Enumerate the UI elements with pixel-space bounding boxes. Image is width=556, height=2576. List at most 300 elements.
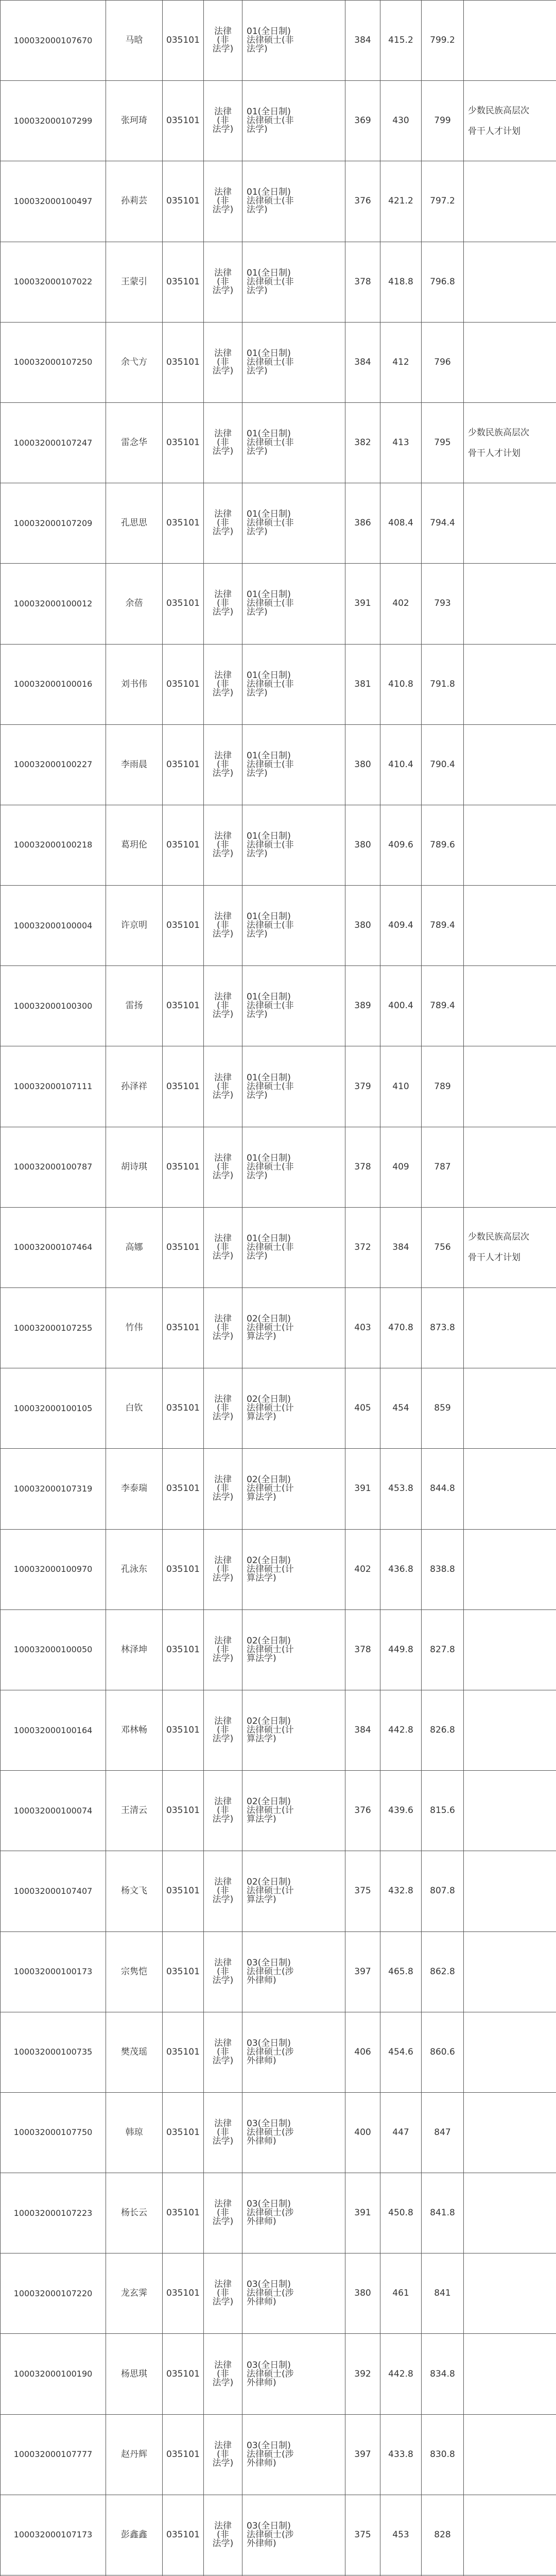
candidate-id-cell xyxy=(1,966,106,1046)
direction-line: 法学) xyxy=(247,1250,268,1261)
major-code: 035101 xyxy=(166,1242,200,1252)
major-name: 法学) xyxy=(212,2055,234,2066)
candidate-name: 许京明 xyxy=(121,920,147,931)
table-row xyxy=(1,1851,556,1931)
initial-score: 382 xyxy=(354,437,371,448)
major-name-cell xyxy=(204,1046,242,1127)
initial-score: 375 xyxy=(354,1886,371,1896)
candidate-id-cell xyxy=(1,2173,106,2253)
major-name: 法学) xyxy=(212,1814,234,1825)
candidate-name-cell xyxy=(106,1288,163,1368)
major-name: 法律 xyxy=(214,1072,232,1083)
remark-cell xyxy=(464,1609,556,1690)
major-name-cell xyxy=(204,805,242,885)
major-cell xyxy=(163,2495,204,2575)
retest-score-cell xyxy=(380,966,422,1046)
remark-cell xyxy=(464,564,556,644)
major-name: 法学) xyxy=(212,2216,234,2227)
candidate-id: 100032000107255 xyxy=(13,1323,93,1333)
major-name: (非 xyxy=(217,2127,229,2138)
candidate-name-cell xyxy=(106,81,163,161)
candidate-id: 100032000100300 xyxy=(13,1001,93,1011)
table-row xyxy=(1,1449,556,1529)
retest-score-cell xyxy=(380,564,422,644)
initial-score-cell xyxy=(345,2334,380,2414)
major-code: 035101 xyxy=(166,679,200,689)
direction-line: 01(全日制) xyxy=(247,107,291,117)
candidate-id: 100032000100164 xyxy=(13,1725,93,1735)
candidate-id: 100032000100173 xyxy=(13,1967,93,1977)
initial-score: 386 xyxy=(354,518,371,529)
initial-score: 403 xyxy=(354,1323,371,1333)
direction-line: 法学) xyxy=(247,768,268,778)
major-name: (非 xyxy=(217,679,229,689)
remark-cell xyxy=(464,1,556,81)
total-score-cell xyxy=(422,1529,464,1609)
direction-line: 算法学) xyxy=(247,1894,276,1905)
major-name: 法律 xyxy=(214,107,232,117)
candidate-id-cell xyxy=(1,1529,106,1609)
candidate-name-cell xyxy=(106,1931,163,2012)
major-name: 法学) xyxy=(212,1412,234,1422)
total-score: 841.8 xyxy=(430,2208,455,2218)
total-score: 794.4 xyxy=(430,518,455,529)
initial-score-cell xyxy=(345,1771,380,1851)
retest-score: 433.8 xyxy=(388,2449,413,2460)
major-name: 法律 xyxy=(214,750,232,761)
retest-score: 454 xyxy=(392,1403,409,1414)
table-row xyxy=(1,1207,556,1287)
remark-cell xyxy=(464,1046,556,1127)
initial-score: 376 xyxy=(354,1805,371,1816)
retest-score-cell xyxy=(380,1,422,81)
major-name-cell xyxy=(204,1207,242,1287)
major-name: 法学) xyxy=(212,44,234,55)
total-score-cell xyxy=(422,644,464,724)
total-score: 873.8 xyxy=(430,1323,455,1333)
candidate-name-cell xyxy=(106,966,163,1046)
major-cell xyxy=(163,1529,204,1609)
initial-score: 369 xyxy=(354,115,371,126)
major-name: 法律 xyxy=(214,2520,232,2531)
major-name-cell xyxy=(204,1931,242,2012)
direction-line: 03(全日制) xyxy=(247,2038,291,2048)
major-cell xyxy=(163,2092,204,2173)
candidate-id-cell xyxy=(1,1609,106,1690)
direction-line: 法律硕士(涉 xyxy=(247,2449,294,2460)
major-name-cell xyxy=(204,1851,242,1931)
major-name: 法律 xyxy=(214,2440,232,2451)
remark-line: 骨干人才计划 xyxy=(468,448,520,459)
remark-cell xyxy=(464,1449,556,1529)
candidate-id-cell xyxy=(1,2414,106,2495)
major-code: 035101 xyxy=(166,1081,200,1092)
major-cell xyxy=(163,1609,204,1690)
candidate-name: 胡诗琪 xyxy=(121,1161,147,1172)
table-row xyxy=(1,564,556,644)
direction-line: 01(全日制) xyxy=(247,992,291,1003)
direction-line: 法律硕士(非 xyxy=(247,1001,294,1011)
candidate-id: 100032000100012 xyxy=(13,598,93,608)
candidate-id: 100032000100016 xyxy=(13,679,93,689)
direction-line: 外律师) xyxy=(247,2297,276,2308)
direction-line: 法学) xyxy=(247,607,268,618)
candidate-id-cell xyxy=(1,564,106,644)
major-code: 035101 xyxy=(166,1805,200,1816)
direction-line: 01(全日制) xyxy=(247,187,291,198)
initial-score-cell xyxy=(345,1851,380,1931)
remark-cell xyxy=(464,1931,556,2012)
table-row xyxy=(1,322,556,402)
major-name: 法律 xyxy=(214,670,232,681)
total-score: 789.4 xyxy=(430,920,455,931)
retest-score: 450.8 xyxy=(388,2208,413,2218)
direction-line: 01(全日制) xyxy=(247,589,291,600)
candidate-name-cell xyxy=(106,1609,163,1690)
initial-score: 380 xyxy=(354,2288,371,2299)
candidate-id-cell xyxy=(1,644,106,724)
candidate-id-cell xyxy=(1,1288,106,1368)
major-name: 法律 xyxy=(214,2118,232,2129)
candidate-id: 100032000100190 xyxy=(13,2369,93,2379)
candidate-name-cell xyxy=(106,242,163,322)
candidate-name-cell xyxy=(106,1449,163,1529)
candidate-id-cell xyxy=(1,81,106,161)
direction-line: 法律硕士(计 xyxy=(247,1323,294,1333)
direction-line: 01(全日制) xyxy=(247,429,291,439)
direction-line: 法律硕士(非 xyxy=(247,357,294,367)
total-score: 789.6 xyxy=(430,839,455,850)
major-name: 法学) xyxy=(212,446,234,457)
major-name: 法学) xyxy=(212,1975,234,1986)
total-score-cell xyxy=(422,1449,464,1529)
major-name-cell xyxy=(204,564,242,644)
retest-score-cell xyxy=(380,1609,422,1690)
retest-score: 442.8 xyxy=(388,2368,413,2379)
direction-line: 02(全日制) xyxy=(247,1797,291,1807)
total-score-cell xyxy=(422,2414,464,2495)
initial-score-cell xyxy=(345,1046,380,1127)
table-row xyxy=(1,966,556,1046)
initial-score-cell xyxy=(345,1529,380,1609)
retest-score: 413 xyxy=(392,437,409,448)
major-name: 法学) xyxy=(212,527,234,537)
total-score-cell xyxy=(422,724,464,805)
candidate-id-cell xyxy=(1,1771,106,1851)
direction-line: 法律硕士(非 xyxy=(247,276,294,287)
retest-score: 410.4 xyxy=(388,759,413,770)
retest-score-cell xyxy=(380,322,422,402)
initial-score-cell xyxy=(345,1,380,81)
major-cell xyxy=(163,322,204,402)
table-row xyxy=(1,1,556,81)
major-name: 法律 xyxy=(214,348,232,359)
major-code: 035101 xyxy=(166,1483,200,1494)
direction-line: 法学) xyxy=(247,1090,268,1100)
major-name: (非 xyxy=(217,2046,229,2057)
retest-score: 415.2 xyxy=(388,35,413,46)
direction-cell xyxy=(242,81,345,161)
major-cell xyxy=(163,2334,204,2414)
direction-line: 01(全日制) xyxy=(247,509,291,520)
candidate-name-cell xyxy=(106,1851,163,1931)
direction-line: 02(全日制) xyxy=(247,1716,291,1727)
total-score-cell xyxy=(422,1,464,81)
major-cell xyxy=(163,1046,204,1127)
retest-score: 439.6 xyxy=(388,1805,413,1816)
remark-cell xyxy=(464,724,556,805)
direction-line: 法学) xyxy=(247,527,268,537)
major-code: 035101 xyxy=(166,1644,200,1655)
direction-line: 法学) xyxy=(247,1009,268,1020)
direction-line: 外律师) xyxy=(247,2216,276,2227)
direction-cell xyxy=(242,161,345,242)
candidate-id: 100032000100970 xyxy=(13,1564,93,1574)
candidate-name-cell xyxy=(106,1046,163,1127)
direction-cell xyxy=(242,1771,345,1851)
initial-score-cell xyxy=(345,1449,380,1529)
total-score-cell xyxy=(422,1127,464,1207)
total-score: 791.8 xyxy=(430,679,455,689)
initial-score: 378 xyxy=(354,276,371,287)
candidate-name: 刘书伟 xyxy=(121,679,147,689)
total-score: 826.8 xyxy=(430,1725,455,1736)
major-name-cell xyxy=(204,966,242,1046)
candidate-id: 100032000107319 xyxy=(13,1483,93,1494)
total-score: 799 xyxy=(434,115,451,126)
table-row xyxy=(1,2334,556,2414)
retest-score: 465.8 xyxy=(388,1966,413,1977)
initial-score-cell xyxy=(345,2012,380,2092)
direction-line: 法律硕士(涉 xyxy=(247,1966,294,1977)
initial-score: 384 xyxy=(354,35,371,46)
retest-score: 421.2 xyxy=(388,196,413,207)
candidate-id-cell xyxy=(1,242,106,322)
candidate-name: 白钦 xyxy=(125,1403,143,1414)
total-score-cell xyxy=(422,1207,464,1287)
retest-score: 453.8 xyxy=(388,1483,413,1494)
retest-score-cell xyxy=(380,161,422,242)
initial-score: 379 xyxy=(354,1081,371,1092)
direction-line: 02(全日制) xyxy=(247,1394,291,1405)
major-code: 035101 xyxy=(166,2208,200,2218)
table-row xyxy=(1,2092,556,2173)
candidate-name: 彭鑫鑫 xyxy=(121,2529,147,2540)
major-cell xyxy=(163,81,204,161)
direction-line: 法律硕士(非 xyxy=(247,1161,294,1172)
remark-cell xyxy=(464,644,556,724)
table-row xyxy=(1,1288,556,1368)
direction-line: 外律师) xyxy=(247,2136,276,2146)
total-score-cell xyxy=(422,2495,464,2575)
candidate-name-cell xyxy=(106,1771,163,1851)
major-name: (非 xyxy=(217,1081,229,1092)
major-code: 035101 xyxy=(166,1403,200,1414)
candidate-id: 100032000107209 xyxy=(13,518,93,528)
major-name-cell xyxy=(204,886,242,966)
initial-score-cell xyxy=(345,161,380,242)
direction-cell xyxy=(242,644,345,724)
retest-score-cell xyxy=(380,2495,422,2575)
direction-cell xyxy=(242,2495,345,2575)
retest-score-cell xyxy=(380,2012,422,2092)
initial-score-cell xyxy=(345,886,380,966)
major-cell xyxy=(163,2012,204,2092)
major-name: (非 xyxy=(217,839,229,850)
major-name: 法律 xyxy=(214,1716,232,1727)
direction-line: 03(全日制) xyxy=(247,2118,291,2129)
total-score: 790.4 xyxy=(430,759,455,770)
initial-score-cell xyxy=(345,2092,380,2173)
direction-cell xyxy=(242,564,345,644)
initial-score-cell xyxy=(345,2253,380,2334)
initial-score: 372 xyxy=(354,1242,371,1252)
remark-cell xyxy=(464,886,556,966)
candidate-id-cell xyxy=(1,1851,106,1931)
direction-cell xyxy=(242,1931,345,2012)
remark-line: 骨干人才计划 xyxy=(468,1252,520,1263)
candidate-name-cell xyxy=(106,1690,163,1770)
direction-line: 03(全日制) xyxy=(247,2440,291,2451)
direction-line: 法律硕士(非 xyxy=(247,35,294,46)
major-name: 法律 xyxy=(214,1797,232,1807)
retest-score: 409.6 xyxy=(388,839,413,850)
major-code: 035101 xyxy=(166,598,200,609)
major-name-cell xyxy=(204,1288,242,1368)
direction-line: 01(全日制) xyxy=(247,750,291,761)
direction-cell xyxy=(242,2092,345,2173)
major-code: 035101 xyxy=(166,2127,200,2138)
major-code: 035101 xyxy=(166,357,200,367)
remark-cell xyxy=(464,1368,556,1449)
initial-score-cell xyxy=(345,1609,380,1690)
major-code: 035101 xyxy=(166,437,200,448)
initial-score-cell xyxy=(345,2495,380,2575)
initial-score: 380 xyxy=(354,759,371,770)
remark-cell xyxy=(464,2253,556,2334)
table-row xyxy=(1,483,556,564)
candidate-id: 100032000107299 xyxy=(13,115,93,126)
initial-score-cell xyxy=(345,1127,380,1207)
initial-score: 380 xyxy=(354,839,371,850)
candidate-id-cell xyxy=(1,402,106,483)
retest-score-cell xyxy=(380,644,422,724)
direction-line: 法律硕士(非 xyxy=(247,1081,294,1092)
major-name: 法律 xyxy=(214,589,232,600)
remark-cell xyxy=(464,322,556,402)
direction-line: 法律硕士(计 xyxy=(247,1403,294,1414)
major-cell xyxy=(163,805,204,885)
direction-line: 法学) xyxy=(247,205,268,215)
table-row xyxy=(1,644,556,724)
major-name: 法学) xyxy=(212,607,234,618)
total-score: 796.8 xyxy=(430,276,455,287)
initial-score-cell xyxy=(345,1931,380,2012)
initial-score: 402 xyxy=(354,1564,371,1574)
major-name: (非 xyxy=(217,2208,229,2218)
candidate-name-cell xyxy=(106,1368,163,1449)
direction-line: 法律硕士(非 xyxy=(247,679,294,689)
candidate-id-cell xyxy=(1,2334,106,2414)
direction-cell xyxy=(242,1127,345,1207)
total-score: 844.8 xyxy=(430,1483,455,1494)
candidate-id: 100032000107777 xyxy=(13,2449,93,2460)
table-row xyxy=(1,2253,556,2334)
direction-cell xyxy=(242,483,345,564)
candidate-id-cell xyxy=(1,1368,106,1449)
direction-line: 外律师) xyxy=(247,1975,276,1986)
remark-cell xyxy=(464,2012,556,2092)
initial-score-cell xyxy=(345,1690,380,1770)
total-score-cell xyxy=(422,402,464,483)
retest-score: 461 xyxy=(392,2288,409,2299)
initial-score-cell xyxy=(345,322,380,402)
total-score: 815.6 xyxy=(430,1805,455,1816)
direction-line: 01(全日制) xyxy=(247,26,291,37)
total-score-cell xyxy=(422,161,464,242)
table-row xyxy=(1,1368,556,1449)
candidate-id: 100032000107111 xyxy=(13,1081,93,1092)
major-name: 法律 xyxy=(214,2360,232,2370)
major-name: 法学) xyxy=(212,768,234,778)
major-code: 035101 xyxy=(166,2046,200,2057)
table-row xyxy=(1,1529,556,1609)
major-name: 法学) xyxy=(212,1009,234,1020)
candidate-name-cell xyxy=(106,1529,163,1609)
candidate-name: 竹伟 xyxy=(125,1323,143,1333)
major-name-cell xyxy=(204,644,242,724)
direction-line: 01(全日制) xyxy=(247,911,291,922)
initial-score: 375 xyxy=(354,2529,371,2540)
major-code: 035101 xyxy=(166,839,200,850)
major-name: 法学) xyxy=(212,1492,234,1503)
candidate-id-cell xyxy=(1,886,106,966)
major-code: 035101 xyxy=(166,1725,200,1736)
direction-cell xyxy=(242,242,345,322)
total-score: 847 xyxy=(434,2127,451,2138)
candidate-name: 龙玄霁 xyxy=(121,2288,147,2299)
retest-score-cell xyxy=(380,2092,422,2173)
major-name: (非 xyxy=(217,1161,229,1172)
direction-line: 法律硕士(涉 xyxy=(247,2127,294,2138)
total-score: 860.6 xyxy=(430,2046,455,2057)
major-name-cell xyxy=(204,402,242,483)
major-name: (非 xyxy=(217,357,229,367)
remark-cell xyxy=(464,161,556,242)
direction-cell xyxy=(242,805,345,885)
total-score-cell xyxy=(422,1046,464,1127)
major-name: 法律 xyxy=(214,911,232,922)
candidate-name: 孔思思 xyxy=(121,518,147,529)
major-name-cell xyxy=(204,1449,242,1529)
remark-line: 骨干人才计划 xyxy=(468,126,520,137)
candidate-id: 100032000107223 xyxy=(13,2208,93,2218)
initial-score-cell xyxy=(345,402,380,483)
initial-score: 376 xyxy=(354,196,371,207)
candidate-id-cell xyxy=(1,1690,106,1770)
candidate-id: 100032000100497 xyxy=(13,196,93,206)
major-name: 法律 xyxy=(214,1957,232,1968)
candidate-name-cell xyxy=(106,2253,163,2334)
major-name: (非 xyxy=(217,437,229,448)
total-score-cell xyxy=(422,1851,464,1931)
direction-cell xyxy=(242,2012,345,2092)
major-name: 法律 xyxy=(214,187,232,198)
major-code: 035101 xyxy=(166,1001,200,1011)
candidate-id-cell xyxy=(1,322,106,402)
total-score: 862.8 xyxy=(430,1966,455,1977)
direction-line: 外律师) xyxy=(247,2538,276,2549)
